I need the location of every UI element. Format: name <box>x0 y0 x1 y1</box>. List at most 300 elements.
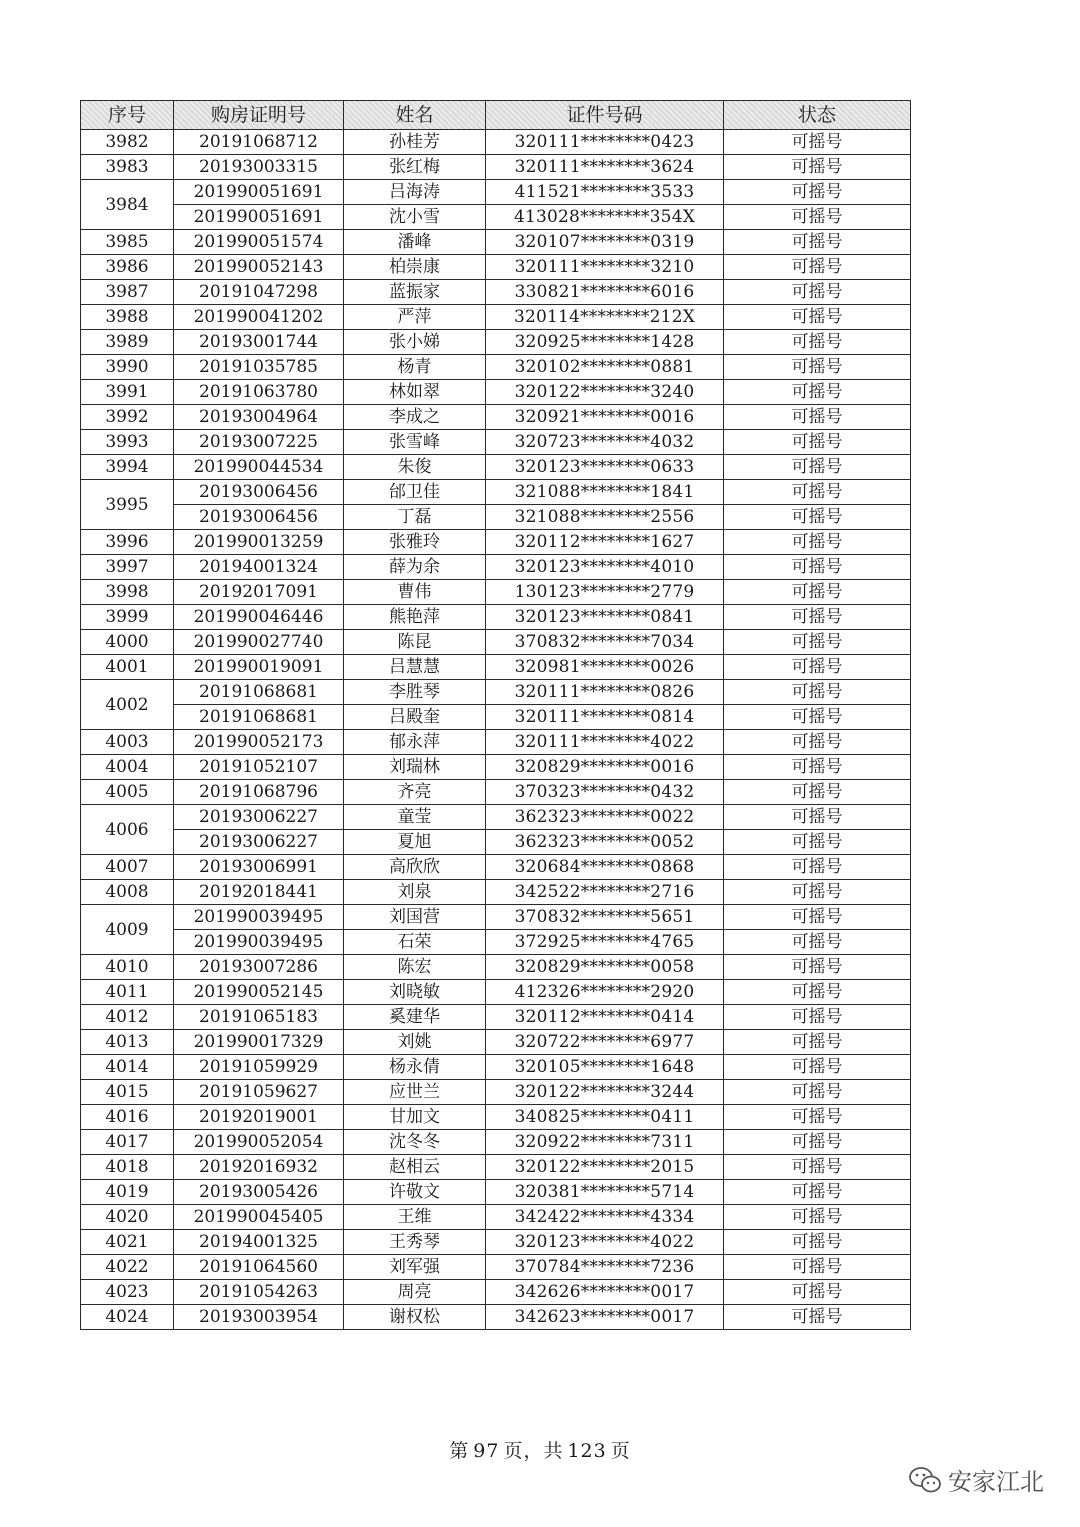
table-row <box>81 255 911 280</box>
table-row <box>81 580 911 605</box>
id-number-cell: 320981********0026 <box>486 655 724 680</box>
seq-cell: 4018 <box>81 1155 174 1180</box>
table-row <box>81 1155 911 1180</box>
name-cell: 孙桂芳 <box>344 130 486 155</box>
table-row <box>81 505 911 530</box>
certificate-cell: 201990041202 <box>174 305 344 330</box>
seq-cell: 4023 <box>81 1280 174 1305</box>
seq-cell: 4008 <box>81 880 174 905</box>
certificate-cell: 20191068712 <box>174 130 344 155</box>
certificate-cell: 20193006456 <box>174 480 344 505</box>
seq-cell: 3989 <box>81 330 174 355</box>
table-row <box>81 355 911 380</box>
id-number-cell: 320122********3240 <box>486 380 724 405</box>
table-row <box>81 655 911 680</box>
id-number-cell: 320122********3244 <box>486 1080 724 1105</box>
status-cell: 可摇号 <box>724 1180 911 1205</box>
certificate-cell: 201990051691 <box>174 180 344 205</box>
id-number-cell: 320921********0016 <box>486 405 724 430</box>
table-row <box>81 1280 911 1305</box>
table-row <box>81 1255 911 1280</box>
table-row <box>81 155 911 180</box>
status-cell: 可摇号 <box>724 930 911 955</box>
name-cell: 熊艳萍 <box>344 605 486 630</box>
table-row <box>81 905 911 930</box>
table-row <box>81 380 911 405</box>
certificate-cell: 20192018441 <box>174 880 344 905</box>
seq-cell: 4020 <box>81 1205 174 1230</box>
certificate-cell: 201990039495 <box>174 905 344 930</box>
seq-cell: 3983 <box>81 155 174 180</box>
status-cell: 可摇号 <box>724 655 911 680</box>
lottery-table <box>80 100 911 1330</box>
name-cell: 邰卫佳 <box>344 480 486 505</box>
id-number-cell: 320829********0016 <box>486 755 724 780</box>
id-number-cell: 320829********0058 <box>486 955 724 980</box>
table-body <box>81 130 911 1330</box>
id-number-cell: 320111********3210 <box>486 255 724 280</box>
seq-cell: 4006 <box>81 805 174 855</box>
certificate-cell: 20191035785 <box>174 355 344 380</box>
seq-cell: 3990 <box>81 355 174 380</box>
certificate-cell: 201990045405 <box>174 1205 344 1230</box>
id-number-cell: 362323********0052 <box>486 830 724 855</box>
id-number-cell: 320123********0633 <box>486 455 724 480</box>
name-cell: 许敬文 <box>344 1180 486 1205</box>
seq-cell: 4010 <box>81 955 174 980</box>
name-cell: 刘军强 <box>344 1255 486 1280</box>
name-cell: 甘加文 <box>344 1105 486 1130</box>
seq-cell: 3992 <box>81 405 174 430</box>
seq-cell: 4019 <box>81 1180 174 1205</box>
table-row <box>81 805 911 830</box>
name-cell: 潘峰 <box>344 230 486 255</box>
certificate-cell: 20191068681 <box>174 705 344 730</box>
id-number-cell: 320112********0414 <box>486 1005 724 1030</box>
status-cell: 可摇号 <box>724 380 911 405</box>
name-cell: 陈昆 <box>344 630 486 655</box>
seq-cell: 4005 <box>81 780 174 805</box>
seq-cell: 4004 <box>81 755 174 780</box>
certificate-cell: 20193007225 <box>174 430 344 455</box>
seq-cell: 3984 <box>81 180 174 230</box>
id-number-cell: 342422********4334 <box>486 1205 724 1230</box>
certificate-cell: 20193007286 <box>174 955 344 980</box>
name-cell: 沈小雪 <box>344 205 486 230</box>
table-row <box>81 455 911 480</box>
id-number-cell: 330821********6016 <box>486 280 724 305</box>
status-cell: 可摇号 <box>724 830 911 855</box>
table-row <box>81 1105 911 1130</box>
table-row <box>81 930 911 955</box>
name-cell: 王秀琴 <box>344 1230 486 1255</box>
certificate-cell: 201990046446 <box>174 605 344 630</box>
id-number-cell: 320102********0881 <box>486 355 724 380</box>
table-row <box>81 555 911 580</box>
certificate-cell: 20193001744 <box>174 330 344 355</box>
table-row <box>81 1030 911 1055</box>
status-cell: 可摇号 <box>724 230 911 255</box>
name-cell: 张红梅 <box>344 155 486 180</box>
table-row <box>81 1305 911 1330</box>
name-cell: 童莹 <box>344 805 486 830</box>
name-cell: 赵相云 <box>344 1155 486 1180</box>
name-cell: 杨青 <box>344 355 486 380</box>
certificate-cell: 20191054263 <box>174 1280 344 1305</box>
status-cell: 可摇号 <box>724 1005 911 1030</box>
certificate-cell: 20194001324 <box>174 555 344 580</box>
name-cell: 杨永倩 <box>344 1055 486 1080</box>
certificate-cell: 20193006227 <box>174 805 344 830</box>
table-header-row <box>81 101 911 130</box>
status-cell: 可摇号 <box>724 980 911 1005</box>
id-number-cell: 320381********5714 <box>486 1180 724 1205</box>
seq-cell: 3986 <box>81 255 174 280</box>
name-cell: 张雪峰 <box>344 430 486 455</box>
certificate-cell: 201990052145 <box>174 980 344 1005</box>
id-number-cell: 320111********0826 <box>486 680 724 705</box>
id-number-cell: 370323********0432 <box>486 780 724 805</box>
id-number-cell: 411521********3533 <box>486 180 724 205</box>
seq-cell: 4007 <box>81 855 174 880</box>
id-number-cell: 321088********1841 <box>486 480 724 505</box>
status-cell: 可摇号 <box>724 1055 911 1080</box>
name-cell: 高欣欣 <box>344 855 486 880</box>
certificate-cell: 20192019001 <box>174 1105 344 1130</box>
status-cell: 可摇号 <box>724 1280 911 1305</box>
certificate-cell: 20192016932 <box>174 1155 344 1180</box>
name-cell: 蓝振家 <box>344 280 486 305</box>
name-cell: 李成之 <box>344 405 486 430</box>
certificate-cell: 20193003954 <box>174 1305 344 1330</box>
id-number-cell: 320123********0841 <box>486 605 724 630</box>
table-row <box>81 330 911 355</box>
seq-cell: 4024 <box>81 1305 174 1330</box>
name-cell: 奚建华 <box>344 1005 486 1030</box>
name-cell: 刘瑞林 <box>344 755 486 780</box>
table-row <box>81 830 911 855</box>
seq-cell: 3995 <box>81 480 174 530</box>
status-cell: 可摇号 <box>724 730 911 755</box>
certificate-cell: 20193004964 <box>174 405 344 430</box>
name-cell: 李胜琴 <box>344 680 486 705</box>
status-cell: 可摇号 <box>724 205 911 230</box>
seq-cell: 3997 <box>81 555 174 580</box>
seq-cell: 4011 <box>81 980 174 1005</box>
certificate-cell: 201990027740 <box>174 630 344 655</box>
table-row <box>81 1205 911 1230</box>
table-row <box>81 955 911 980</box>
id-number-cell: 320111********0814 <box>486 705 724 730</box>
seq-cell: 3998 <box>81 580 174 605</box>
id-number-cell: 342626********0017 <box>486 1280 724 1305</box>
certificate-cell: 201990052054 <box>174 1130 344 1155</box>
footer-suffix: 页 <box>610 1440 631 1462</box>
header-certificate-no: 购房证明号 <box>174 101 344 130</box>
table-row <box>81 230 911 255</box>
table-row <box>81 530 911 555</box>
status-cell: 可摇号 <box>724 1130 911 1155</box>
status-cell: 可摇号 <box>724 255 911 280</box>
certificate-cell: 20191068796 <box>174 780 344 805</box>
table-row <box>81 1055 911 1080</box>
name-cell: 刘国营 <box>344 905 486 930</box>
status-cell: 可摇号 <box>724 330 911 355</box>
id-number-cell: 320684********0868 <box>486 855 724 880</box>
id-number-cell: 320123********4022 <box>486 1230 724 1255</box>
id-number-cell: 370784********7236 <box>486 1255 724 1280</box>
header-name: 姓名 <box>344 101 486 130</box>
status-cell: 可摇号 <box>724 630 911 655</box>
seq-cell: 4017 <box>81 1130 174 1155</box>
id-number-cell: 320105********1648 <box>486 1055 724 1080</box>
document-sheet <box>80 100 910 1330</box>
status-cell: 可摇号 <box>724 155 911 180</box>
name-cell: 薛为余 <box>344 555 486 580</box>
seq-cell: 4001 <box>81 655 174 680</box>
id-number-cell: 130123********2779 <box>486 580 724 605</box>
certificate-cell: 20193006991 <box>174 855 344 880</box>
seq-cell: 4021 <box>81 1230 174 1255</box>
seq-cell: 3982 <box>81 130 174 155</box>
status-cell: 可摇号 <box>724 480 911 505</box>
wechat-icon <box>908 1466 942 1494</box>
id-number-cell: 342522********2716 <box>486 880 724 905</box>
id-number-cell: 320123********4010 <box>486 555 724 580</box>
status-cell: 可摇号 <box>724 755 911 780</box>
table-row <box>81 205 911 230</box>
table-row <box>81 1080 911 1105</box>
footer-mid: 页，共 <box>503 1440 564 1462</box>
table-row <box>81 980 911 1005</box>
status-cell: 可摇号 <box>724 580 911 605</box>
name-cell: 吕海涛 <box>344 180 486 205</box>
name-cell: 周亮 <box>344 1280 486 1305</box>
certificate-cell: 201990052173 <box>174 730 344 755</box>
table-row <box>81 605 911 630</box>
certificate-cell: 20191068681 <box>174 680 344 705</box>
id-number-cell: 342623********0017 <box>486 1305 724 1330</box>
seq-cell: 4003 <box>81 730 174 755</box>
status-cell: 可摇号 <box>724 1205 911 1230</box>
id-number-cell: 372925********4765 <box>486 930 724 955</box>
watermark-text: 安家江北 <box>948 1468 1044 1496</box>
name-cell: 朱俊 <box>344 455 486 480</box>
name-cell: 应世兰 <box>344 1080 486 1105</box>
status-cell: 可摇号 <box>724 1155 911 1180</box>
table-row <box>81 630 911 655</box>
id-number-cell: 320122********2015 <box>486 1155 724 1180</box>
certificate-cell: 20191064560 <box>174 1255 344 1280</box>
certificate-cell: 201990051691 <box>174 205 344 230</box>
name-cell: 张雅玲 <box>344 530 486 555</box>
table-row <box>81 480 911 505</box>
id-number-cell: 320114********212X <box>486 305 724 330</box>
name-cell: 柏崇康 <box>344 255 486 280</box>
seq-cell: 4000 <box>81 630 174 655</box>
status-cell: 可摇号 <box>724 705 911 730</box>
table-row <box>81 1180 911 1205</box>
name-cell: 齐亮 <box>344 780 486 805</box>
page-footer <box>0 1436 1080 1463</box>
seq-cell: 3993 <box>81 430 174 455</box>
seq-cell: 4013 <box>81 1030 174 1055</box>
table-row <box>81 780 911 805</box>
table-row <box>81 405 911 430</box>
name-cell: 张小娣 <box>344 330 486 355</box>
certificate-cell: 20191047298 <box>174 280 344 305</box>
header-seq: 序号 <box>81 101 174 130</box>
status-cell: 可摇号 <box>724 130 911 155</box>
seq-cell: 3996 <box>81 530 174 555</box>
name-cell: 严萍 <box>344 305 486 330</box>
id-number-cell: 320107********0319 <box>486 230 724 255</box>
id-number-cell: 320723********4032 <box>486 430 724 455</box>
id-number-cell: 413028********354X <box>486 205 724 230</box>
table-row <box>81 1130 911 1155</box>
name-cell: 陈宏 <box>344 955 486 980</box>
id-number-cell: 320925********1428 <box>486 330 724 355</box>
seq-cell: 3985 <box>81 230 174 255</box>
certificate-cell: 201990019091 <box>174 655 344 680</box>
table-row <box>81 755 911 780</box>
table-row <box>81 130 911 155</box>
seq-cell: 4009 <box>81 905 174 955</box>
status-cell: 可摇号 <box>724 355 911 380</box>
seq-cell: 4014 <box>81 1055 174 1080</box>
seq-cell: 3987 <box>81 280 174 305</box>
table-row <box>81 430 911 455</box>
name-cell: 吕殿奎 <box>344 705 486 730</box>
seq-cell: 4012 <box>81 1005 174 1030</box>
certificate-cell: 20191065183 <box>174 1005 344 1030</box>
id-number-cell: 412326********2920 <box>486 980 724 1005</box>
name-cell: 曹伟 <box>344 580 486 605</box>
table-row <box>81 1230 911 1255</box>
status-cell: 可摇号 <box>724 1255 911 1280</box>
name-cell: 沈冬冬 <box>344 1130 486 1155</box>
status-cell: 可摇号 <box>724 555 911 580</box>
id-number-cell: 320112********1627 <box>486 530 724 555</box>
footer-prefix: 第 <box>449 1440 470 1462</box>
name-cell: 夏旭 <box>344 830 486 855</box>
table-row <box>81 680 911 705</box>
id-number-cell: 320722********6977 <box>486 1030 724 1055</box>
certificate-cell: 20191052107 <box>174 755 344 780</box>
id-number-cell: 320111********3624 <box>486 155 724 180</box>
name-cell: 郁永萍 <box>344 730 486 755</box>
certificate-cell: 201990013259 <box>174 530 344 555</box>
name-cell: 谢权松 <box>344 1305 486 1330</box>
table-row <box>81 855 911 880</box>
name-cell: 丁磊 <box>344 505 486 530</box>
header-status: 状态 <box>724 101 911 130</box>
status-cell: 可摇号 <box>724 605 911 630</box>
certificate-cell: 201990044534 <box>174 455 344 480</box>
name-cell: 林如翠 <box>344 380 486 405</box>
status-cell: 可摇号 <box>724 1030 911 1055</box>
table-row <box>81 705 911 730</box>
header-id-number: 证件号码 <box>486 101 724 130</box>
status-cell: 可摇号 <box>724 680 911 705</box>
name-cell: 刘晓敏 <box>344 980 486 1005</box>
certificate-cell: 20193003315 <box>174 155 344 180</box>
footer-total-pages: 123 <box>567 1440 607 1462</box>
seq-cell: 4002 <box>81 680 174 730</box>
id-number-cell: 370832********7034 <box>486 630 724 655</box>
status-cell: 可摇号 <box>724 1080 911 1105</box>
table-row <box>81 180 911 205</box>
certificate-cell: 20191059627 <box>174 1080 344 1105</box>
certificate-cell: 20192017091 <box>174 580 344 605</box>
certificate-cell: 201990051574 <box>174 230 344 255</box>
id-number-cell: 320111********4022 <box>486 730 724 755</box>
status-cell: 可摇号 <box>724 430 911 455</box>
status-cell: 可摇号 <box>724 1230 911 1255</box>
table-row <box>81 1005 911 1030</box>
status-cell: 可摇号 <box>724 180 911 205</box>
seq-cell: 3991 <box>81 380 174 405</box>
certificate-cell: 20193006227 <box>174 830 344 855</box>
status-cell: 可摇号 <box>724 455 911 480</box>
id-number-cell: 320111********0423 <box>486 130 724 155</box>
certificate-cell: 20191059929 <box>174 1055 344 1080</box>
id-number-cell: 321088********2556 <box>486 505 724 530</box>
table-row <box>81 730 911 755</box>
seq-cell: 4022 <box>81 1255 174 1280</box>
certificate-cell: 201990052143 <box>174 255 344 280</box>
seq-cell: 4016 <box>81 1105 174 1130</box>
status-cell: 可摇号 <box>724 905 911 930</box>
certificate-cell: 201990017329 <box>174 1030 344 1055</box>
certificate-cell: 20193006456 <box>174 505 344 530</box>
status-cell: 可摇号 <box>724 1105 911 1130</box>
status-cell: 可摇号 <box>724 880 911 905</box>
seq-cell: 3994 <box>81 455 174 480</box>
seq-cell: 4015 <box>81 1080 174 1105</box>
certificate-cell: 20193005426 <box>174 1180 344 1205</box>
name-cell: 刘姚 <box>344 1030 486 1055</box>
status-cell: 可摇号 <box>724 780 911 805</box>
id-number-cell: 370832********5651 <box>486 905 724 930</box>
certificate-cell: 20191063780 <box>174 380 344 405</box>
id-number-cell: 320922********7311 <box>486 1130 724 1155</box>
status-cell: 可摇号 <box>724 305 911 330</box>
table-row <box>81 305 911 330</box>
table-row <box>81 280 911 305</box>
certificate-cell: 201990039495 <box>174 930 344 955</box>
status-cell: 可摇号 <box>724 280 911 305</box>
status-cell: 可摇号 <box>724 955 911 980</box>
seq-cell: 3988 <box>81 305 174 330</box>
name-cell: 刘泉 <box>344 880 486 905</box>
status-cell: 可摇号 <box>724 505 911 530</box>
seq-cell: 3999 <box>81 605 174 630</box>
watermark <box>908 1462 1044 1497</box>
status-cell: 可摇号 <box>724 805 911 830</box>
id-number-cell: 340825********0411 <box>486 1105 724 1130</box>
status-cell: 可摇号 <box>724 1305 911 1330</box>
status-cell: 可摇号 <box>724 855 911 880</box>
footer-page-number: 97 <box>473 1440 500 1462</box>
id-number-cell: 362323********0022 <box>486 805 724 830</box>
table-row <box>81 880 911 905</box>
name-cell: 吕慧慧 <box>344 655 486 680</box>
name-cell: 王维 <box>344 1205 486 1230</box>
status-cell: 可摇号 <box>724 405 911 430</box>
status-cell: 可摇号 <box>724 530 911 555</box>
certificate-cell: 20194001325 <box>174 1230 344 1255</box>
